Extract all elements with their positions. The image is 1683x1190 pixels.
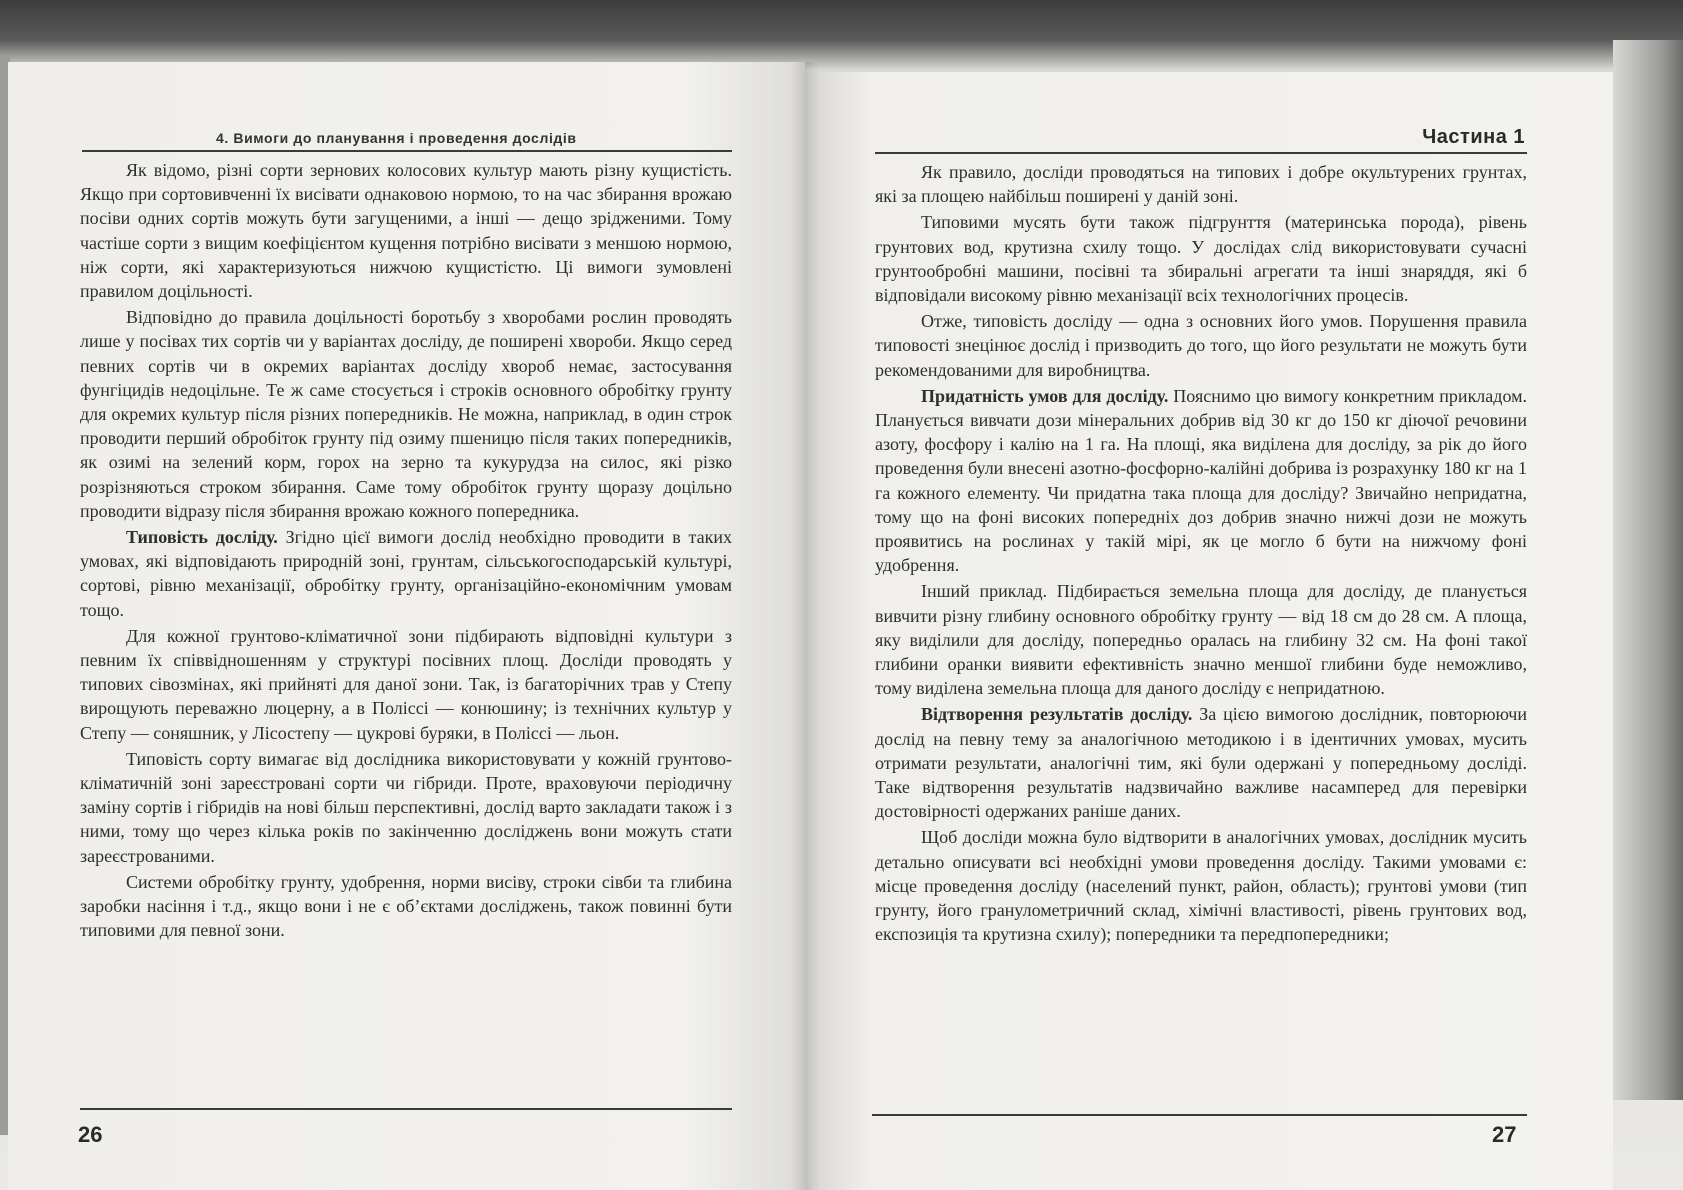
section-heading: Типовість досліду. [126, 527, 278, 548]
paragraph: Відтворення результатів досліду. За цією вимогою дослідник, повторюючи дослід на певну тему за аналогічною методикою і в ідентичних умовах, мусить отримати результати, аналогічні тим, які були одержані у попередньому досліді. Таке відтворення результатів надзвичайно важливе насамперед для перевірки достовірності одержаних раніше даних. [875, 704, 1527, 822]
book-cover-right-edge [1613, 40, 1683, 1100]
paragraph: Як правило, досліди проводяться на типових і добре окультурених грунтах, які за площею найбільш поширені у даній зоні. [875, 162, 1527, 207]
left-footer-rule [80, 1108, 732, 1110]
paragraph: Типовість сорту вимагає від дослідника використовувати у кожній грунтово-кліматичній зоні зареєстровані сорти чи гібриди. Проте, враховуючи періодичну заміну сортів і гібридів на нові більш перспективні, дослід варто закладати також і з ними, тому що через кілька років по закінченню досліджень вони можуть стати зареєстрованими. [80, 748, 732, 866]
paragraph: Інший приклад. Підбирається земельна площа для досліду, де планується вивчити різну глибину основного обробітку грунту — від 18 см до 28 см. А площа, яку виділили для досліду, попередньо оралась на глибину 32 см. На фоні такої глибини оранки виявити ефективність значно меншої глибини буде неможливо, тому виділена земельна площа для даного досліду є непридатною. [875, 581, 1527, 699]
right-page-number: 27 [1492, 1122, 1517, 1147]
left-page-body [80, 158, 732, 945]
right-footer-rule [872, 1114, 1527, 1116]
right-running-header [875, 124, 1527, 154]
section-heading: Придатність умов для досліду. [921, 385, 1169, 406]
left-page-number: 26 [78, 1122, 103, 1147]
right-page-body [875, 160, 1527, 949]
section-heading: Відтворення результатів досліду. [921, 704, 1193, 725]
book-gutter [790, 62, 820, 1190]
right-header-title: Частина 1 [1422, 126, 1525, 148]
paragraph: Щоб досліди можна було відтворити в аналогічних умовах, дослідник мусить детально описувати всі необхідні умови проведення досліду. Такими умовами є: місце проведення досліду (населений пункт, район, область); грунтові умови (тип грунту, його гранулометричний склад, хімічні властивості, рівень грунтових вод, експозиція та крутизна схилу); попередники та передпопередники; [875, 827, 1527, 945]
paragraph: Для кожної грунтово-кліматичної зони підбирають відповідні культури з певним їх співвідношенням у структурі посівних площ. Досліди проводять у типових сівозмінах, які прийняті для даної зони. Так, із багаторічних трав у Степу вирощують переважно люцерну, а в Поліссі — конюшину; із технічних культур у Степу — соняшник, у Лісостепу — цукрові буряки, в Поліссі — льон. [80, 625, 732, 743]
paragraph: Придатність умов для досліду. Пояснимо цю вимогу конкретним прикладом. Планується вивчати дози мінеральних добрив від 30 кг до 150 кг діючої речовини азоту, фосфору і калію на 1 га. На площі, яка виділена для досліду, за рік до його проведення були внесені азотно-фосфорно-калійні добрива із розрахунку 180 кг на 1 га кожного елементу. Чи придатна така площа для досліду? Звичайно непридатна, тому що на фоні високих попередніх доз добрив значно нижчі дози не можуть проявитись на рослинах у такій мірі, як це могло б бути на нижчому фоні удобрення. [875, 385, 1527, 576]
paragraph: Отже, типовість досліду — одна з основних його умов. Порушення правила типовості знецінює дослід і призводить до того, що його результати не можуть бути рекомендованими для виробництва. [875, 311, 1527, 380]
paragraph: Системи обробітку грунту, удобрення, норми висіву, строки сівби та глибина заробки насіння і т.д., якщо вони і не є об’єктами досліджень, також повинні бути типовими для певної зони. [80, 871, 732, 941]
paragraph: Типовими мусять бути також підгрунття (материнська порода), рівень грунтових вод, крутизна схилу тощо. У дослідах слід використовувати сучасні грунтообробні машини, посівні та збиральні агрегати та інші знаряддя, які б відповідали високому рівню механізації всіх технологічних процесів. [875, 212, 1527, 306]
left-running-header [82, 122, 732, 152]
paragraph: Типовість досліду. Згідно цієї вимоги дослід необхідно проводити в таких умовах, які відповідають природній зоні, грунтам, сільськогосподарській культурі, сортові, рівню механізації, обробітку грунту, організаційно-економічним умовам тощо. [80, 527, 733, 620]
left-header-title: 4. Вимоги до планування і проведення дослідів [216, 130, 577, 146]
paragraph: Відповідно до правила доцільності боротьбу з хворобами рослин проводять лише у посівах тих сортів чи у варіантах досліду, де поширені хвороби. Якщо серед певних сортів чи в окремих варіантах досліду хвороб немає, застосування фунгіцидів недоцільне. Те ж саме стосується і строків основного обробітку грунту для окремих культур після різних попередників. Не можна, наприклад, в один строк проводити перший обробіток грунту під озиму пшеницю після таких попередників, як озимі на зелений корм, горох на зерно та кукурудза на силос, які різко розрізняються строком збирання. Саме тому обробіток грунту щоразу доцільно проводити відразу після збирання врожаю кожного попередника. [80, 307, 732, 521]
paragraph: Як відомо, різні сорти зернових колосових культур мають різну кущистість. Якщо при сортовивченні їх висівати однаковою нормою, то на час збирання врожаю посіви одних сортів можуть бути загущеними, а інші — дещо зрідженими. Тому частіше сорти з вищим коефіцієнтом кущення потрібно висівати з меншою нормою, ніж сорти, які характеризуються нижчою кущистістю. Ці вимоги зумовлені правилом доцільності. [80, 160, 732, 302]
